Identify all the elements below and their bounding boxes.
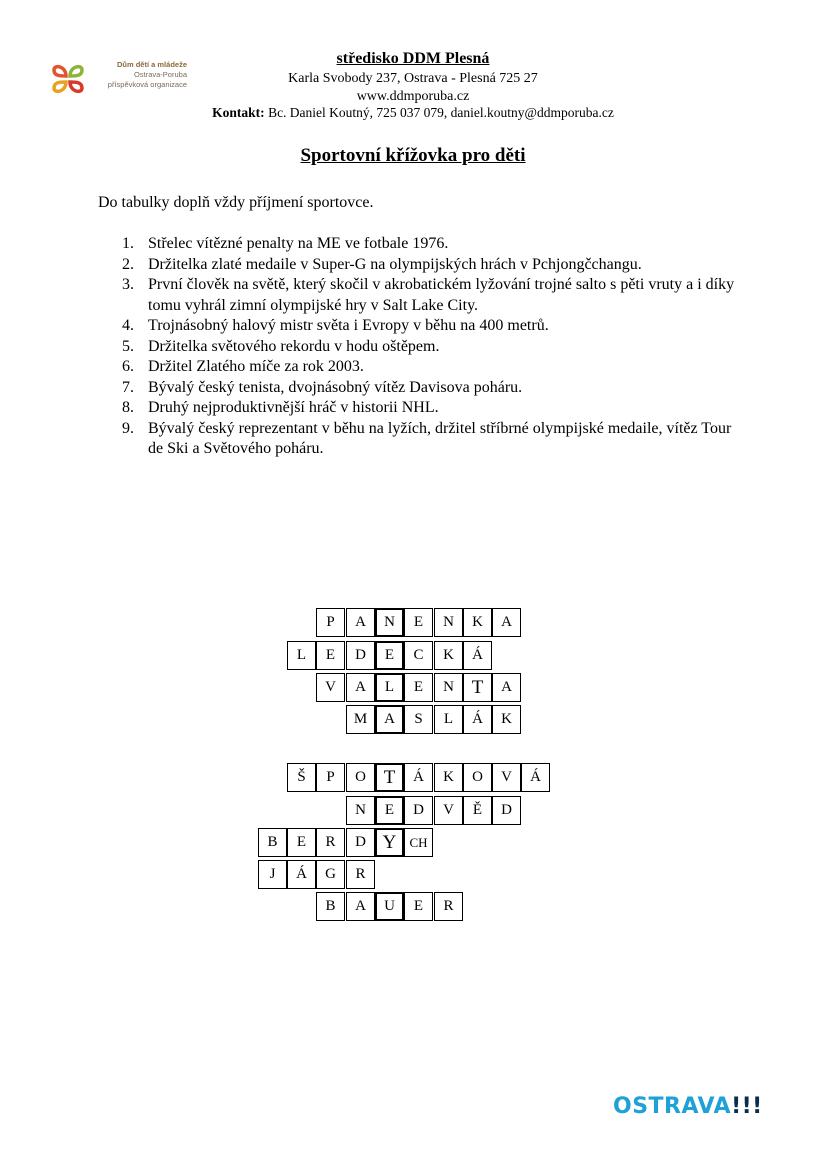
clue-number: 4. (122, 317, 134, 334)
crossword-cell: J (258, 860, 287, 889)
clue-item (122, 357, 742, 378)
crossword-cell: O (346, 763, 375, 792)
instruction-text: Do tabulky doplň vždy příjmení sportovce. (98, 194, 374, 211)
crossword-cell: K (434, 763, 463, 792)
crossword-cell: Á (463, 705, 492, 734)
clue-text: Držitelka zlaté medaile v Super-G na olympijských hrách v Pchjongčchangu. (148, 255, 642, 273)
crossword-cell: K (434, 641, 463, 670)
crossword-cell: Š (287, 763, 316, 792)
crossword-cell: A (375, 705, 404, 734)
crossword-cell: N (434, 673, 463, 702)
clue-number: 6. (122, 358, 134, 375)
crossword-cell: Ě (463, 796, 492, 825)
clue-item (122, 316, 742, 337)
crossword-cell: A (492, 673, 521, 702)
crossword-cell: N (346, 796, 375, 825)
crossword-cell: V (492, 763, 521, 792)
clue-text: Bývalý český tenista, dvojnásobný vítěz Davisova poháru. (148, 378, 523, 396)
crossword-cell: R (346, 860, 375, 889)
crossword-cell: V (316, 673, 345, 702)
crossword-cell: T (463, 673, 492, 702)
clue-number: 2. (122, 255, 134, 273)
crossword-cell: A (346, 892, 375, 921)
clue-list (122, 234, 742, 460)
crossword-cell: G (316, 860, 345, 889)
crossword-cell: A (492, 608, 521, 637)
clue-number: 1. (122, 235, 134, 252)
page-title: Sportovní křížovka pro děti (300, 145, 526, 166)
crossword-cell: B (316, 892, 345, 921)
crossword-cell: E (316, 641, 345, 670)
crossword-cell: D (492, 796, 521, 825)
crossword-cell: U (375, 892, 404, 921)
crossword-cell: E (404, 673, 433, 702)
org-contact (200, 105, 626, 121)
crossword-cell: S (404, 705, 433, 734)
crossword-cell: L (375, 673, 404, 702)
crossword-cell: K (463, 608, 492, 637)
logo-line-1: Dům dětí a mládeže (116, 60, 187, 69)
clue-text: Střelec vítězné penalty na ME ve fotbale 1976. (148, 235, 449, 252)
clue-item (122, 275, 742, 316)
clue-item (122, 378, 742, 399)
clue-number: 7. (122, 378, 134, 396)
crossword-cell: D (346, 828, 375, 857)
crossword-cell: Y (375, 828, 404, 857)
crossword-cell: L (434, 705, 463, 734)
crossword-cell: C (404, 641, 433, 670)
clue-item (122, 234, 742, 255)
clue-text: Druhý nejproduktivnější hráč v historii NHL. (148, 399, 439, 416)
crossword-cell: O (463, 763, 492, 792)
clue-text: Trojnásobný halový mistr světa i Evropy v běhu na 400 metrů. (148, 317, 549, 334)
crossword-cell: D (346, 641, 375, 670)
crossword-cell: E (375, 641, 404, 670)
crossword-cell: A (346, 673, 375, 702)
crossword-cell: Á (287, 860, 316, 889)
crossword-cell: Á (521, 763, 550, 792)
org-name: středisko DDM Plesná (336, 50, 490, 67)
clue-item (122, 255, 742, 276)
crossword-cell: L (287, 641, 316, 670)
crossword-cell: E (287, 828, 316, 857)
crossword-cell: N (434, 608, 463, 637)
crossword-cell: P (316, 763, 345, 792)
crossword-cell: A (346, 608, 375, 637)
crossword-cell: D (404, 796, 433, 825)
crossword-cell: Á (404, 763, 433, 792)
clue-item (122, 419, 742, 460)
crossword-cell: R (434, 892, 463, 921)
logo-line-3: příspěvková organizace (107, 80, 187, 89)
crossword-cell: B (258, 828, 287, 857)
clue-text: První člověk na světě, který skočil v akrobatickém lyžování trojné salto s pěti vruty a i díky tomu vyhrál zimní olympijské hry v Salt Lake City. (148, 276, 735, 314)
crossword-cell: E (404, 608, 433, 637)
org-address: Karla Svobody 237, Ostrava - Plesná 725 27 (288, 71, 538, 86)
clue-number: 5. (122, 337, 134, 355)
ostrava-brand-text: OSTRAVA (613, 1094, 732, 1119)
ostrava-brand-logo (613, 1094, 763, 1119)
clue-text: Držitel Zlatého míče za rok 2003. (148, 358, 364, 375)
logo-line-2: Ostrava-Poruba (134, 70, 187, 79)
clue-text: Bývalý český reprezentant v běhu na lyžích, držitel stříbrné olympijské medaile, vítěz Tour de Ski a Světového poháru. (148, 419, 732, 457)
clue-text: Držitelka světového rekordu v hodu oštěpem. (148, 337, 440, 355)
contact-value: Bc. Daniel Koutný, 725 037 079, daniel.koutny@ddmporuba.cz (264, 105, 614, 120)
contact-label: Kontakt: (212, 105, 265, 120)
ostrava-brand-exclaim: !!! (731, 1094, 763, 1119)
crossword-cell: M (346, 705, 375, 734)
clue-number: 8. (122, 399, 134, 416)
clue-item (122, 398, 742, 419)
crossword-cell: T (375, 763, 404, 792)
crossword-cell: Á (463, 641, 492, 670)
ddm-logo (40, 50, 186, 112)
clover-logo-icon (50, 60, 86, 100)
org-website: www.ddmporuba.cz (356, 89, 470, 104)
crossword-cell: K (492, 705, 521, 734)
crossword-cell: R (316, 828, 345, 857)
clue-number: 9. (122, 419, 134, 437)
clue-item (122, 337, 742, 358)
crossword-cell: E (404, 892, 433, 921)
crossword-cell: CH (404, 828, 433, 857)
crossword-cell: E (375, 796, 404, 825)
clue-number: 3. (122, 276, 134, 293)
crossword-cell: P (316, 608, 345, 637)
crossword-cell: V (434, 796, 463, 825)
crossword-cell: N (375, 608, 404, 637)
